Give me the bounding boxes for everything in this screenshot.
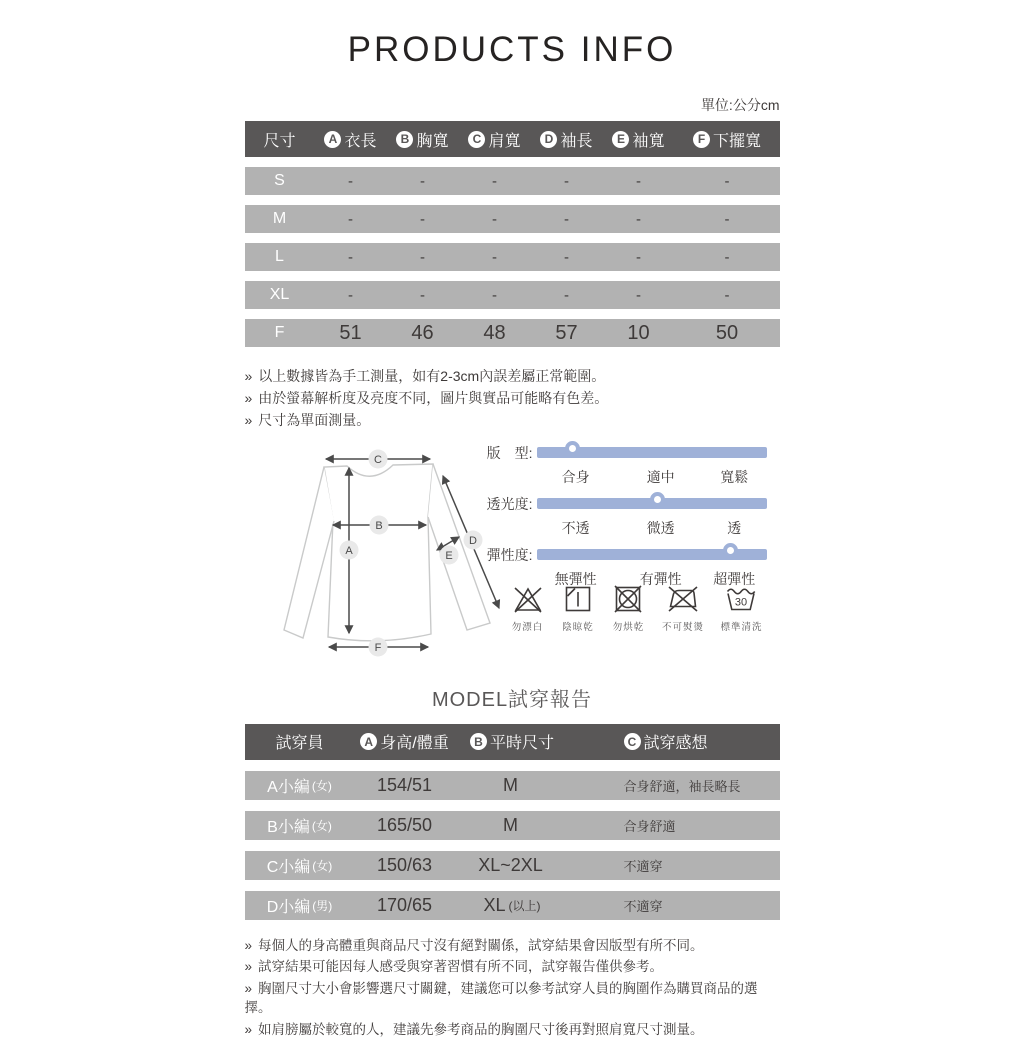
page-title: PRODUCTS INFO bbox=[347, 30, 677, 69]
letter-c-icon: C bbox=[624, 733, 641, 750]
svg-text:C: C bbox=[373, 453, 382, 466]
col-header-chest: B 胸寬 bbox=[387, 128, 459, 151]
slider-fit-type: 版 型: 合身 適中 寬鬆 bbox=[481, 443, 776, 486]
letter-b-icon: B bbox=[396, 131, 413, 148]
col-header-sleeve-length: D 袖長 bbox=[531, 128, 603, 151]
col-header-length: A 衣長 bbox=[315, 128, 387, 151]
do-not-iron-icon bbox=[666, 582, 700, 616]
letter-a-icon: A bbox=[360, 733, 377, 750]
slider-label: 透光度: bbox=[486, 495, 533, 512]
wash-30-icon bbox=[724, 582, 758, 616]
letter-a-icon: A bbox=[324, 131, 341, 148]
size-table-header bbox=[245, 121, 780, 157]
col-header-comment: C 試穿感想 bbox=[570, 730, 780, 753]
measurement-diagram-section bbox=[245, 437, 780, 669]
size-note: » 以上數據皆為手工測量，如有2-3cm內誤差屬正常範圍。 bbox=[244, 368, 606, 384]
fit-sliders bbox=[481, 443, 776, 596]
col-header-height-weight: A 身高/體重 bbox=[355, 730, 455, 753]
slider-label: 彈性度: bbox=[486, 546, 533, 563]
care-item: 陰晾乾 bbox=[561, 582, 595, 633]
bottom-note: » 胸圍尺寸大小會影響選尺寸關鍵，建議您可以參考試穿人員的胸圍作為購買商品的選擇。 bbox=[244, 980, 758, 1016]
garment-outline bbox=[284, 464, 490, 641]
bottom-note: » 試穿結果可能因每人感受與穿著習慣有所不同，試穿報告僅供參考。 bbox=[244, 959, 664, 975]
model-row-b: B小編 (女) 165/50 M 合身舒適 bbox=[245, 811, 780, 840]
svg-text:E: E bbox=[444, 549, 453, 562]
model-row-c: C小編 (女) 150/63 XL~2XL 不適穿 bbox=[245, 851, 780, 880]
slider-label: 版 型: bbox=[486, 444, 533, 461]
care-item: 勿漂白 bbox=[511, 582, 545, 633]
letter-c-icon: C bbox=[468, 131, 485, 148]
col-header-shoulder: C 肩寬 bbox=[459, 128, 531, 151]
svg-text:B: B bbox=[374, 519, 383, 532]
size-note: » 尺寸為單面測量。 bbox=[244, 411, 371, 428]
bottom-note: » 每個人的身高體重與商品尺寸沒有絕對關係，試穿結果會因版型有所不同。 bbox=[244, 937, 704, 953]
do-not-tumble-dry-icon bbox=[611, 582, 645, 616]
size-notes bbox=[245, 367, 780, 431]
col-header-hem: F 下擺寬 bbox=[675, 128, 780, 151]
svg-text:30: 30 bbox=[735, 596, 748, 609]
letter-e-icon: E bbox=[612, 131, 629, 148]
table-row-l: L - - - - - - bbox=[245, 243, 780, 271]
care-item: 勿烘乾 bbox=[611, 582, 645, 633]
line-dry-in-shade-icon bbox=[561, 582, 595, 616]
letter-b-icon: B bbox=[470, 733, 487, 750]
slider-elasticity: 彈性度: 無彈性 有彈性 超彈性 bbox=[481, 545, 776, 588]
letter-f-icon: F bbox=[693, 131, 710, 148]
care-instructions bbox=[511, 582, 763, 633]
care-item: 不可熨燙 bbox=[662, 582, 704, 633]
page bbox=[245, 30, 780, 1039]
slider-sheerness: 透光度: 不透 微透 透 bbox=[481, 494, 776, 537]
table-row-xl: XL - - - - - - bbox=[245, 281, 780, 309]
model-row-a: A小編 (女) 154/51 M 合身舒適，袖長略長 bbox=[245, 771, 780, 800]
model-table-header bbox=[245, 724, 780, 760]
letter-d-icon: D bbox=[540, 131, 557, 148]
col-header-usual-size: B 平時尺寸 bbox=[455, 730, 570, 753]
svg-text:F: F bbox=[374, 641, 381, 654]
col-header-sleeve-width: E 袖寬 bbox=[603, 128, 675, 151]
bottom-note: » 如肩膀屬於較寬的人，建議先參考商品的胸圍尺寸後再對照肩寬尺寸測量。 bbox=[244, 1021, 704, 1037]
svg-text:A: A bbox=[344, 544, 353, 557]
tester-col-header: 試穿員 bbox=[275, 735, 324, 753]
care-item: 30 標準清洗 bbox=[720, 582, 762, 633]
unit-label: 單位:公分cm bbox=[700, 97, 780, 113]
size-col-header: 尺寸 bbox=[263, 132, 296, 150]
svg-text:D: D bbox=[468, 534, 477, 547]
size-note: » 由於螢幕解析度及亮度不同，圖片與實品可能略有色差。 bbox=[244, 389, 609, 406]
do-not-bleach-icon bbox=[511, 582, 545, 616]
model-report-title: MODEL試穿報告 bbox=[431, 688, 593, 711]
slider-knob bbox=[650, 492, 665, 507]
table-row-f: F 51 46 48 57 10 50 bbox=[245, 319, 780, 347]
table-row-m: M - - - - - - bbox=[245, 205, 780, 233]
slider-knob bbox=[565, 441, 580, 456]
model-row-d: D小編 (男) 170/65 XL (以上) 不適穿 bbox=[245, 891, 780, 920]
table-row-s: S - - - - - - bbox=[245, 167, 780, 195]
